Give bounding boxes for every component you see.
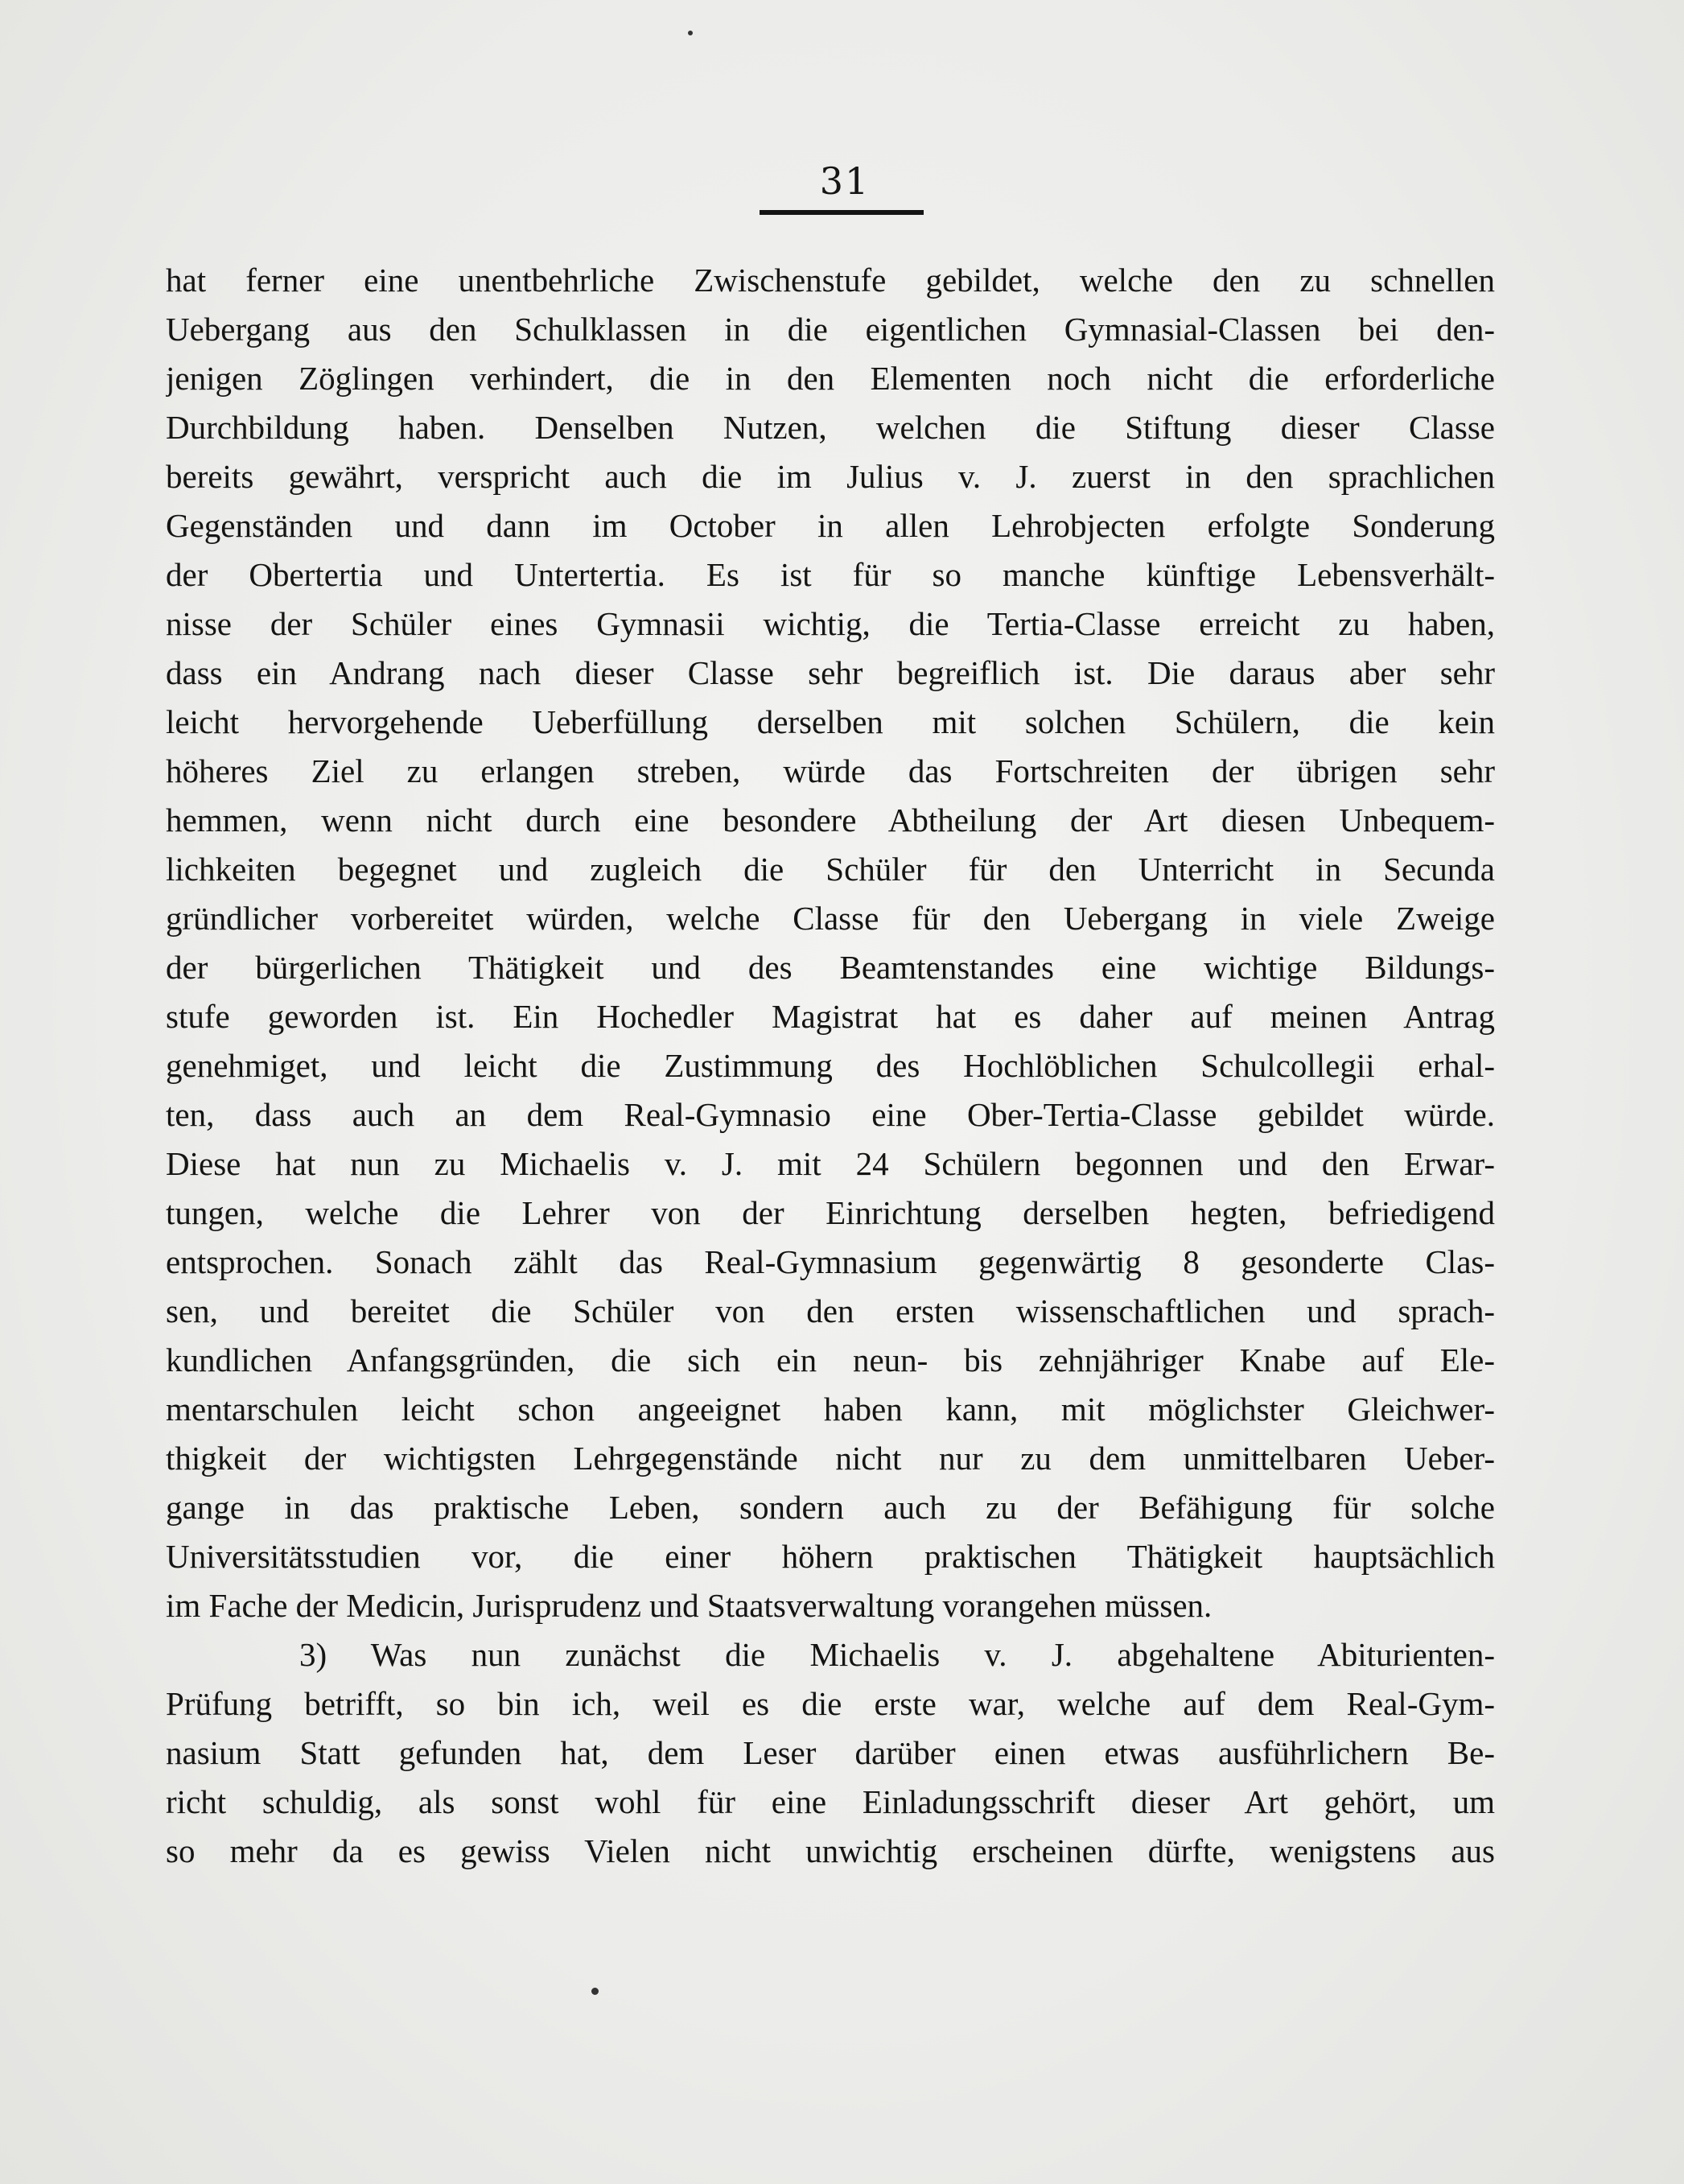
text-line: Gegenständen und dann im October in allen Lehrobjecten erfolgte Sonderung bbox=[166, 507, 1495, 544]
text-line: lichkeiten begegnet und zugleich die Schüler für den Unterricht in Secunda bbox=[166, 851, 1495, 888]
text-line: bereits gewährt, verspricht auch die im Julius v. J. zuerst in den sprachlichen bbox=[166, 458, 1495, 495]
text-line: tungen, welche die Lehrer von der Einrichtung derselben hegten, befriedigend bbox=[166, 1194, 1495, 1231]
text-line: entsprochen. Sonach zählt das Real-Gymnasium gegenwärtig 8 gesonderte Clas- bbox=[166, 1243, 1495, 1280]
text-line: jenigen Zöglingen verhindert, die in den Elementen noch nicht die erforderliche bbox=[166, 360, 1495, 397]
body-text bbox=[166, 256, 1495, 1876]
text-line: dass ein Andrang nach dieser Classe sehr begreiflich ist. Die daraus aber sehr bbox=[166, 654, 1495, 691]
text-line: Uebergang aus den Schulklassen in die eigentlichen Gymnasial-Classen bei den- bbox=[166, 311, 1495, 348]
text-line: hat ferner eine unentbehrliche Zwischenstufe gebildet, welche den zu schnellen bbox=[166, 262, 1495, 299]
text-line: so mehr da es gewiss Vielen nicht unwichtig erscheinen dürfte, wenigstens aus bbox=[166, 1832, 1495, 1869]
ink-speck bbox=[688, 31, 693, 35]
text-line: genehmiget, und leicht die Zustimmung des Hochlöblichen Schulcollegii erhal- bbox=[166, 1047, 1495, 1084]
text-line: gange in das praktische Leben, sondern auch zu der Befähigung für solche bbox=[166, 1489, 1495, 1526]
header-rule bbox=[760, 210, 924, 215]
text-line: höheres Ziel zu erlangen streben, würde das Fortschreiten der übrigen sehr bbox=[166, 752, 1495, 789]
text-line: der Obertertia und Untertertia. Es ist für so manche künftige Lebensverhält- bbox=[166, 556, 1495, 593]
ink-speck bbox=[591, 1988, 599, 1995]
text-line: richt schuldig, als sonst wohl für eine Einladungsschrift dieser Art gehört, um bbox=[166, 1783, 1495, 1820]
text-line: nisse der Schüler eines Gymnasii wichtig, die Tertia-Classe erreicht zu haben, bbox=[166, 605, 1495, 642]
text-line: Durchbildung haben. Denselben Nutzen, welchen die Stiftung dieser Classe bbox=[166, 409, 1495, 446]
text-line: hemmen, wenn nicht durch eine besondere Abtheilung der Art diesen Unbequem- bbox=[166, 801, 1495, 839]
text-line: Diese hat nun zu Michaelis v. J. mit 24 Schülern begonnen und den Erwar- bbox=[166, 1145, 1495, 1182]
text-line: thigkeit der wichtigsten Lehrgegenstände nicht nur zu dem unmittelbaren Ueber- bbox=[166, 1440, 1495, 1477]
page-number: 31 bbox=[819, 159, 871, 203]
text-line: nasium Statt gefunden hat, dem Leser darüber einen etwas ausführlichern Be- bbox=[166, 1734, 1495, 1771]
text-line: Prüfung betrifft, so bin ich, weil es die erste war, welche auf dem Real-Gym- bbox=[166, 1685, 1495, 1722]
text-line: im Fache der Medicin, Jurisprudenz und Staatsverwaltung vorangehen müssen. bbox=[166, 1587, 1213, 1624]
paragraph-start-line: 3) Was nun zunächst die Michaelis v. J. abgehaltene Abiturienten- bbox=[299, 1636, 1495, 1673]
text-line: leicht hervorgehende Ueberfüllung derselben mit solchen Schülern, die kein bbox=[166, 703, 1495, 740]
text-line: mentarschulen leicht schon angeeignet haben kann, mit möglichster Gleichwer- bbox=[166, 1391, 1495, 1428]
text-line: gründlicher vorbereitet würden, welche Classe für den Uebergang in viele Zweige bbox=[166, 900, 1495, 937]
text-line: Universitätsstudien vor, die einer höhern praktischen Thätigkeit hauptsächlich bbox=[166, 1538, 1495, 1575]
text-line: ten, dass auch an dem Real-Gymnasio eine Ober-Tertia-Classe gebildet würde. bbox=[166, 1096, 1495, 1133]
text-line: kundlichen Anfangsgründen, die sich ein neun- bis zehnjähriger Knabe auf Ele- bbox=[166, 1341, 1495, 1378]
text-line: der bürgerlichen Thätigkeit und des Beamtenstandes eine wichtige Bildungs- bbox=[166, 949, 1495, 986]
text-line: sen, und bereitet die Schüler von den ersten wissenschaftlichen und sprach- bbox=[166, 1292, 1495, 1329]
text-line: stufe geworden ist. Ein Hochedler Magistrat hat es daher auf meinen Antrag bbox=[166, 998, 1495, 1035]
